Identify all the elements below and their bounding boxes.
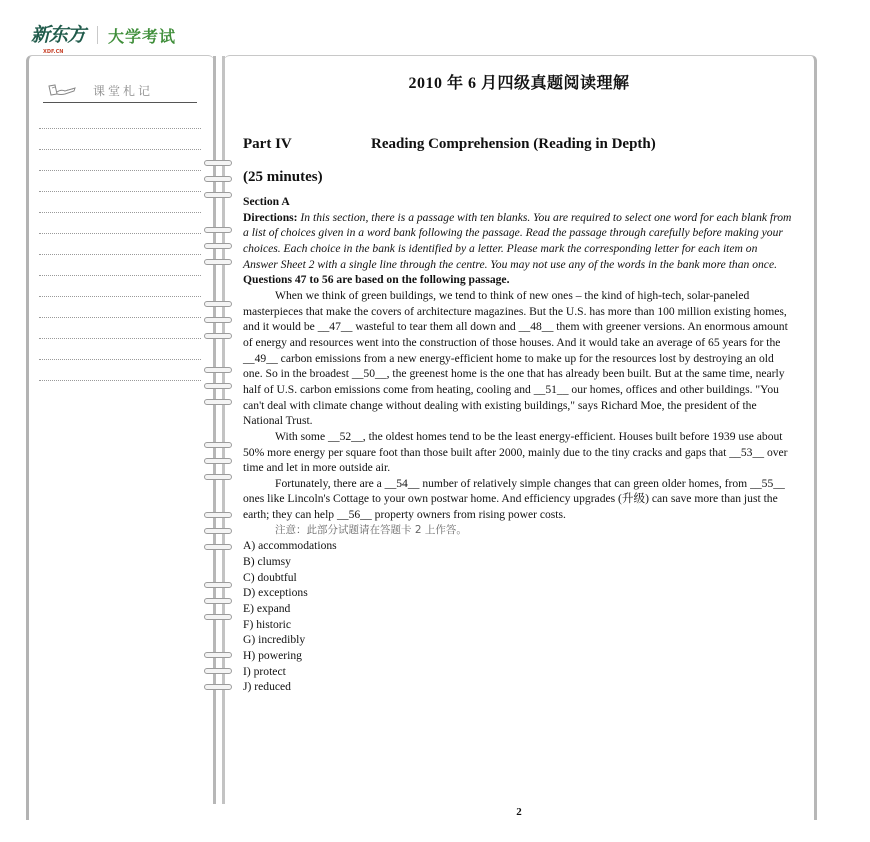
duration: (25 minutes)	[243, 169, 323, 185]
notes-line	[39, 317, 201, 318]
pencil-paper-icon	[47, 83, 77, 97]
passage-paragraph: When we think of green buildings, we tend to think of new ones – the kind of high-tech, solar-paneled masterpieces that make the covers of architecture magazines. But the U.S. has more than 100 million existing homes, and it would be __47__ wasteful to tear them all down and __48__ them with greener versions. An enormous amount of energy and resources went into the construction of those houses. And it would take an average of 65 years for the __49__ carbon emissions from a new energy-efficient home to make up for the resources lost by destroying an old one. So in the broadest __50__, the greenest home is the one that has already been built. But at the same time, nearly half of U.S. carbon emissions come from heating, cooling and __51__ our homes, offices and other buildings. "You can't deal with climate change without dealing with existing buildings," says Richard Moe, the president of the National Trust.	[243, 288, 788, 428]
notes-line	[39, 212, 201, 213]
notes-line	[39, 149, 201, 150]
notes-header	[43, 78, 197, 103]
word-bank-option: A) accommodations	[243, 539, 337, 553]
notes-line	[39, 275, 201, 276]
notes-line	[39, 359, 201, 360]
document-body	[243, 194, 793, 695]
brand-domain: XDF.CN	[43, 49, 64, 55]
page-number: 2	[516, 806, 522, 818]
word-bank	[243, 538, 793, 695]
word-bank-option: G) incredibly	[243, 633, 306, 647]
directions-text: In this section, there is a passage with ten blanks. You are required to select one word for each blank from a list of choices given in a word bank following the passage. Read the passage through carefully before making your choices. Each choice in the bank is identified by a letter. Please mark the corresponding letter for each item on Answer Sheet 2 with a single line through the centre. You may not use any of the words in the bank more than once.	[243, 210, 792, 271]
notes-line	[39, 380, 201, 381]
word-bank-option: H) powering	[243, 649, 302, 663]
notes-panel	[26, 55, 214, 820]
directions-label: Directions:	[243, 210, 298, 224]
questions-intro: Questions 47 to 56 are based on the following passage.	[243, 273, 510, 287]
logo	[31, 22, 177, 55]
word-bank-option: D) exceptions	[243, 586, 308, 600]
notes-line	[39, 191, 201, 192]
section-heading: Section A	[243, 195, 290, 208]
part-line	[243, 136, 656, 153]
brand-name: 新东方	[31, 24, 86, 46]
passage-paragraph: Fortunately, there are a __54__ number of relatively simple changes that can green older homes, from __55__ ones like Lincoln's Cottage to your own postwar home. And efficiency upgrades (升级) can save more than just the earth; they can help __56__ property owners from rising power costs.	[243, 476, 785, 522]
notes-line	[39, 233, 201, 234]
answer-sheet-note: 注意：此部分试题请在答题卡 2 上作答。	[275, 523, 467, 536]
passage-paragraph: With some __52__, the oldest homes tend to be the least energy-efficient. Houses built before 1939 use about 50% more energy per square foot than those built after 2000, mainly due to the tiny cracks and gaps that __53__ over time and let in more outside air.	[243, 429, 788, 475]
word-bank-option: F) historic	[243, 617, 291, 631]
notes-line	[39, 170, 201, 171]
word-bank-option: C) doubtful	[243, 570, 297, 584]
notes-line	[39, 128, 201, 129]
part-label: Part IV	[243, 136, 292, 152]
notes-line	[39, 254, 201, 255]
brand-logo	[31, 24, 86, 55]
notes-line	[39, 296, 201, 297]
document-page	[224, 55, 817, 820]
word-bank-option: I) protect	[243, 664, 286, 678]
logo-divider	[97, 26, 98, 44]
notes-line	[39, 338, 201, 339]
word-bank-option: J) reduced	[243, 680, 291, 694]
notes-lines	[39, 128, 201, 401]
word-bank-option: B) clumsy	[243, 555, 291, 569]
word-bank-option: E) expand	[243, 602, 291, 616]
directions	[243, 210, 793, 273]
notes-title: 课堂札记	[93, 83, 154, 98]
section-name: 大学考试	[108, 26, 177, 46]
part-heading: Reading Comprehension (Reading in Depth)	[371, 136, 656, 152]
document-title: 2010 年 6 月四级真题阅读理解	[408, 75, 630, 92]
binder-spine	[213, 56, 216, 804]
